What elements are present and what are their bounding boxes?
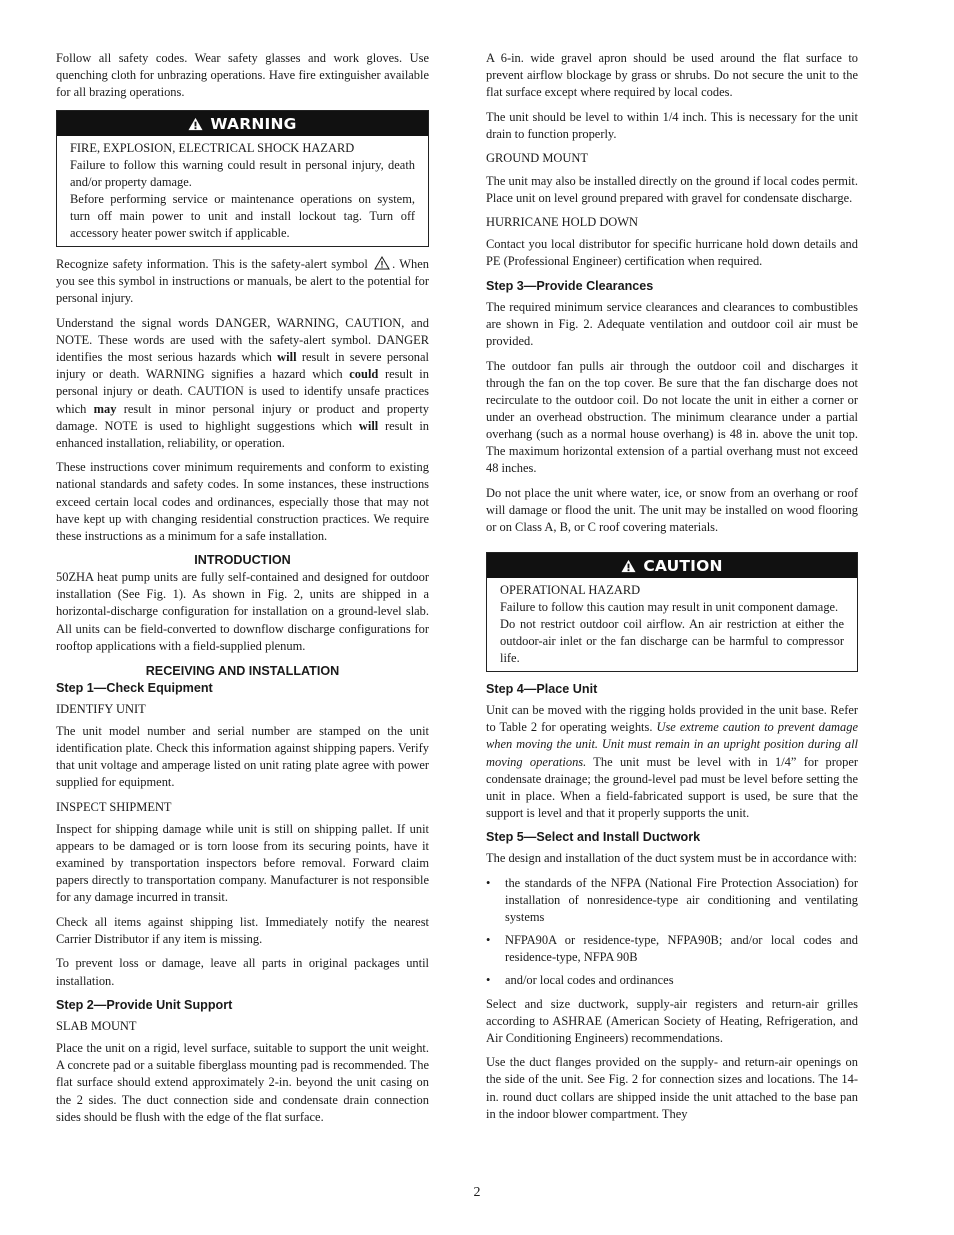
right-column bbox=[486, 50, 858, 1130]
duct-standards-list bbox=[486, 875, 858, 990]
warning-text-1: Failure to follow this warning could result in personal injury, death and/or property damage. bbox=[70, 158, 415, 190]
check-items-paragraph: Check all items against shipping list. Immediately notify the nearest Carrier Distributor if any item is missing. bbox=[56, 914, 429, 946]
level-paragraph: The unit should be level to within 1/4 inch. This is necessary for the unit drain to function properly. bbox=[486, 109, 858, 141]
recognize-text-b: . When you see this symbol in instructions or manuals, be alert to the potential for personal injury. bbox=[56, 257, 429, 306]
identify-unit-paragraph: The unit model number and serial number are stamped on the unit identification plate. Check this information against shipping papers. Verify that unit voltage and amperage listed on unit rating plate agree with power supplied for equipment. bbox=[56, 723, 429, 790]
select-ductwork-paragraph: Select and size ductwork, supply-air registers and return-air grilles according to ASHRAE (American Society of Heating, Refrigeration, and Air Conditioning Engineers) recommendations. bbox=[486, 996, 858, 1045]
ground-mount-subheading: GROUND MOUNT bbox=[486, 151, 588, 166]
step5-heading: Step 5—Select and Install Ductwork bbox=[486, 830, 701, 845]
caution-box bbox=[486, 552, 858, 672]
warning-hazard-title: FIRE, EXPLOSION, ELECTRICAL SHOCK HAZARD bbox=[70, 141, 355, 156]
hurricane-subheading: HURRICANE HOLD DOWN bbox=[486, 215, 639, 230]
signal-words-paragraph: Understand the signal words DANGER, WARNING, CAUTION, and NOTE. These words are used with the safety-alert symbol. DANGER identifies the most serious hazards which will result in severe personal injury or death. WARNING signifies a hazard which could result in personal injury or death. CAUTION is used to identify unsafe practices which may result in minor personal injury or product and property damage. NOTE is used to highlight suggestions which will result in enhanced installation, reliability, or operation. bbox=[56, 316, 429, 450]
gravel-apron-paragraph: A 6-in. wide gravel apron should be used around the flat surface to prevent airflow blockage by grass or shrubs. Do not secure the unit to the flat surface except where required by local codes. bbox=[486, 51, 858, 100]
inspect-shipment-subheading: INSPECT SHIPMENT bbox=[56, 799, 172, 814]
recognize-text-a: Recognize safety information. This is the safety-alert symbol bbox=[56, 257, 368, 272]
slab-mount-subheading: SLAB MOUNT bbox=[56, 1019, 137, 1034]
caution-triangle-icon bbox=[621, 559, 636, 573]
warning-box bbox=[56, 110, 429, 247]
duct-intro-paragraph: The design and installation of the duct system must be in accordance with: bbox=[486, 851, 857, 866]
page-number: 2 bbox=[473, 1185, 481, 1200]
step3-heading: Step 3—Provide Clearances bbox=[486, 279, 654, 294]
caution-text-2: Do not restrict outdoor coil airflow. An air restriction at either the outdoor-air inlet or the fan discharge can be harmful to compressor life. bbox=[500, 617, 844, 666]
warning-label: WARNING bbox=[210, 114, 297, 133]
introduction-paragraph: 50ZHA heat pump units are fully self-contained and designed for outdoor installation (See Fig. 1). As shown in Fig. 2, units are shipped in a horizontal-discharge configuration for installation on a ground-level slab. All units can be field-converted to downflow discharge configurations for rooftop applications with a field-supplied plenum. bbox=[56, 570, 429, 653]
step1-heading: Step 1—Check Equipment bbox=[56, 680, 213, 695]
list-item: • the standards of the NFPA (National Fire Protection Association) for installation of nonresidence-type air conditioning and ventilating systems bbox=[486, 876, 858, 925]
ground-mount-paragraph: The unit may also be installed directly on the ground if local codes permit. Place unit on level ground prepared with gravel for condensate discharge. bbox=[486, 173, 858, 205]
introduction-heading: INTRODUCTION bbox=[194, 553, 291, 568]
left-column bbox=[56, 50, 429, 1133]
recognize-paragraph bbox=[56, 256, 429, 307]
inspect-shipment-paragraph: Inspect for shipping damage while unit is still on shipping pallet. If unit appears to be damaged or is torn loose from its securing points, have it examined by transportation inspectors before removal. Forward claim papers directly to transportation company. Manufacturer is not responsible for any damage incurred in transit. bbox=[56, 821, 429, 905]
caution-hazard-title: OPERATIONAL HAZARD bbox=[500, 583, 641, 598]
identify-unit-subheading: IDENTIFY UNIT bbox=[56, 701, 146, 716]
safety-alert-icon bbox=[374, 256, 390, 270]
warning-triangle-icon bbox=[188, 117, 203, 131]
caution-label: CAUTION bbox=[643, 556, 723, 575]
clearances-paragraph-2: The outdoor fan pulls air through the outdoor coil and discharges it through the fan on the top cover. Be sure that the fan discharge does not recirculate to the outdoor coil. Do not locate the unit in either a corner or under an overhead obstruction. The minimum clearance under a partial overhang (such as a normal house overhang) is 48 in. above the unit top. The maximum horizontal extension of a partial overhang must not exceed 48 inches. bbox=[486, 358, 858, 476]
safety-codes-paragraph: Follow all safety codes. Wear safety glasses and work gloves. Use quenching cloth for unbrazing operations. Have fire extinguisher available for all brazing operations. bbox=[56, 51, 429, 100]
prevent-loss-paragraph: To prevent loss or damage, leave all parts in original packages until installation. bbox=[56, 956, 429, 988]
place-unit-paragraph: Unit can be moved with the rigging holds provided in the unit base. Refer to Table 2 for operating weights. Use extreme caution to prevent damage when moving the unit. Unit must remain in an upright position during all moving operations. The unit must be level with in 1/4” for proper condensate drainage; the ground-level pad must be level before setting the unit in place. When a field-fabricated support is used, be sure that the support is level and that it properly supports the unit. bbox=[486, 703, 858, 820]
minimum-requirements-paragraph: These instructions cover minimum requirements and conform to existing national standards and safety codes. In some instances, these instructions exceed certain local codes and ordinances, especially those that may not have kept up with changing residential construction practices. We require these instructions as a minimum for a safe installation. bbox=[56, 460, 429, 543]
hurricane-paragraph: Contact you local distributor for specific hurricane hold down details and PE (Professional Engineer) certification when required. bbox=[486, 237, 858, 269]
clearances-paragraph-1: The required minimum service clearances and clearances to combustibles are shown in Fig. 2. Adequate ventilation and outdoor coil air must be provided. bbox=[486, 300, 858, 349]
list-item: • NFPA90A or residence-type, NFPA90B; and/or local codes and residence-type, NFPA 90B bbox=[486, 933, 858, 965]
step4-heading: Step 4—Place Unit bbox=[486, 682, 598, 697]
warning-banner bbox=[57, 111, 428, 136]
caution-banner bbox=[487, 553, 857, 578]
warning-text-2: Before performing service or maintenance operations on system, turn off main power to unit and install lockout tag. Turn off accessory heater power switch if applicable. bbox=[70, 192, 415, 241]
step2-heading: Step 2—Provide Unit Support bbox=[56, 998, 233, 1013]
slab-mount-paragraph: Place the unit on a rigid, level surface, suitable to support the unit weight. A concrete pad or a suitable fiberglass mounting pad is recommended. The flat surface should extend approximately 2-in. beyond the unit casing on the 2 sides. The duct connection side and condensate drain connection sides should be flush with the edge of the flat surface. bbox=[56, 1041, 429, 1124]
receiving-installation-heading: RECEIVING AND INSTALLATION bbox=[145, 663, 340, 678]
caution-text-1: Failure to follow this caution may result in unit component damage. bbox=[500, 600, 839, 615]
duct-flanges-paragraph: Use the duct flanges provided on the supply- and return-air openings on the side of the unit. See Fig. 2 for connection sizes and locations. The 14-in. round duct collars are shipped inside the unit attached to the base pan in the indoor blower compartment. They bbox=[486, 1055, 858, 1121]
clearances-paragraph-3: Do not place the unit where water, ice, or snow from an overhang or roof will damage or flood the unit. The unit may be installed on wood flooring or on Class A, B, or C roof covering materials. bbox=[486, 485, 858, 535]
list-item: • and/or local codes and ordinances bbox=[486, 973, 674, 988]
